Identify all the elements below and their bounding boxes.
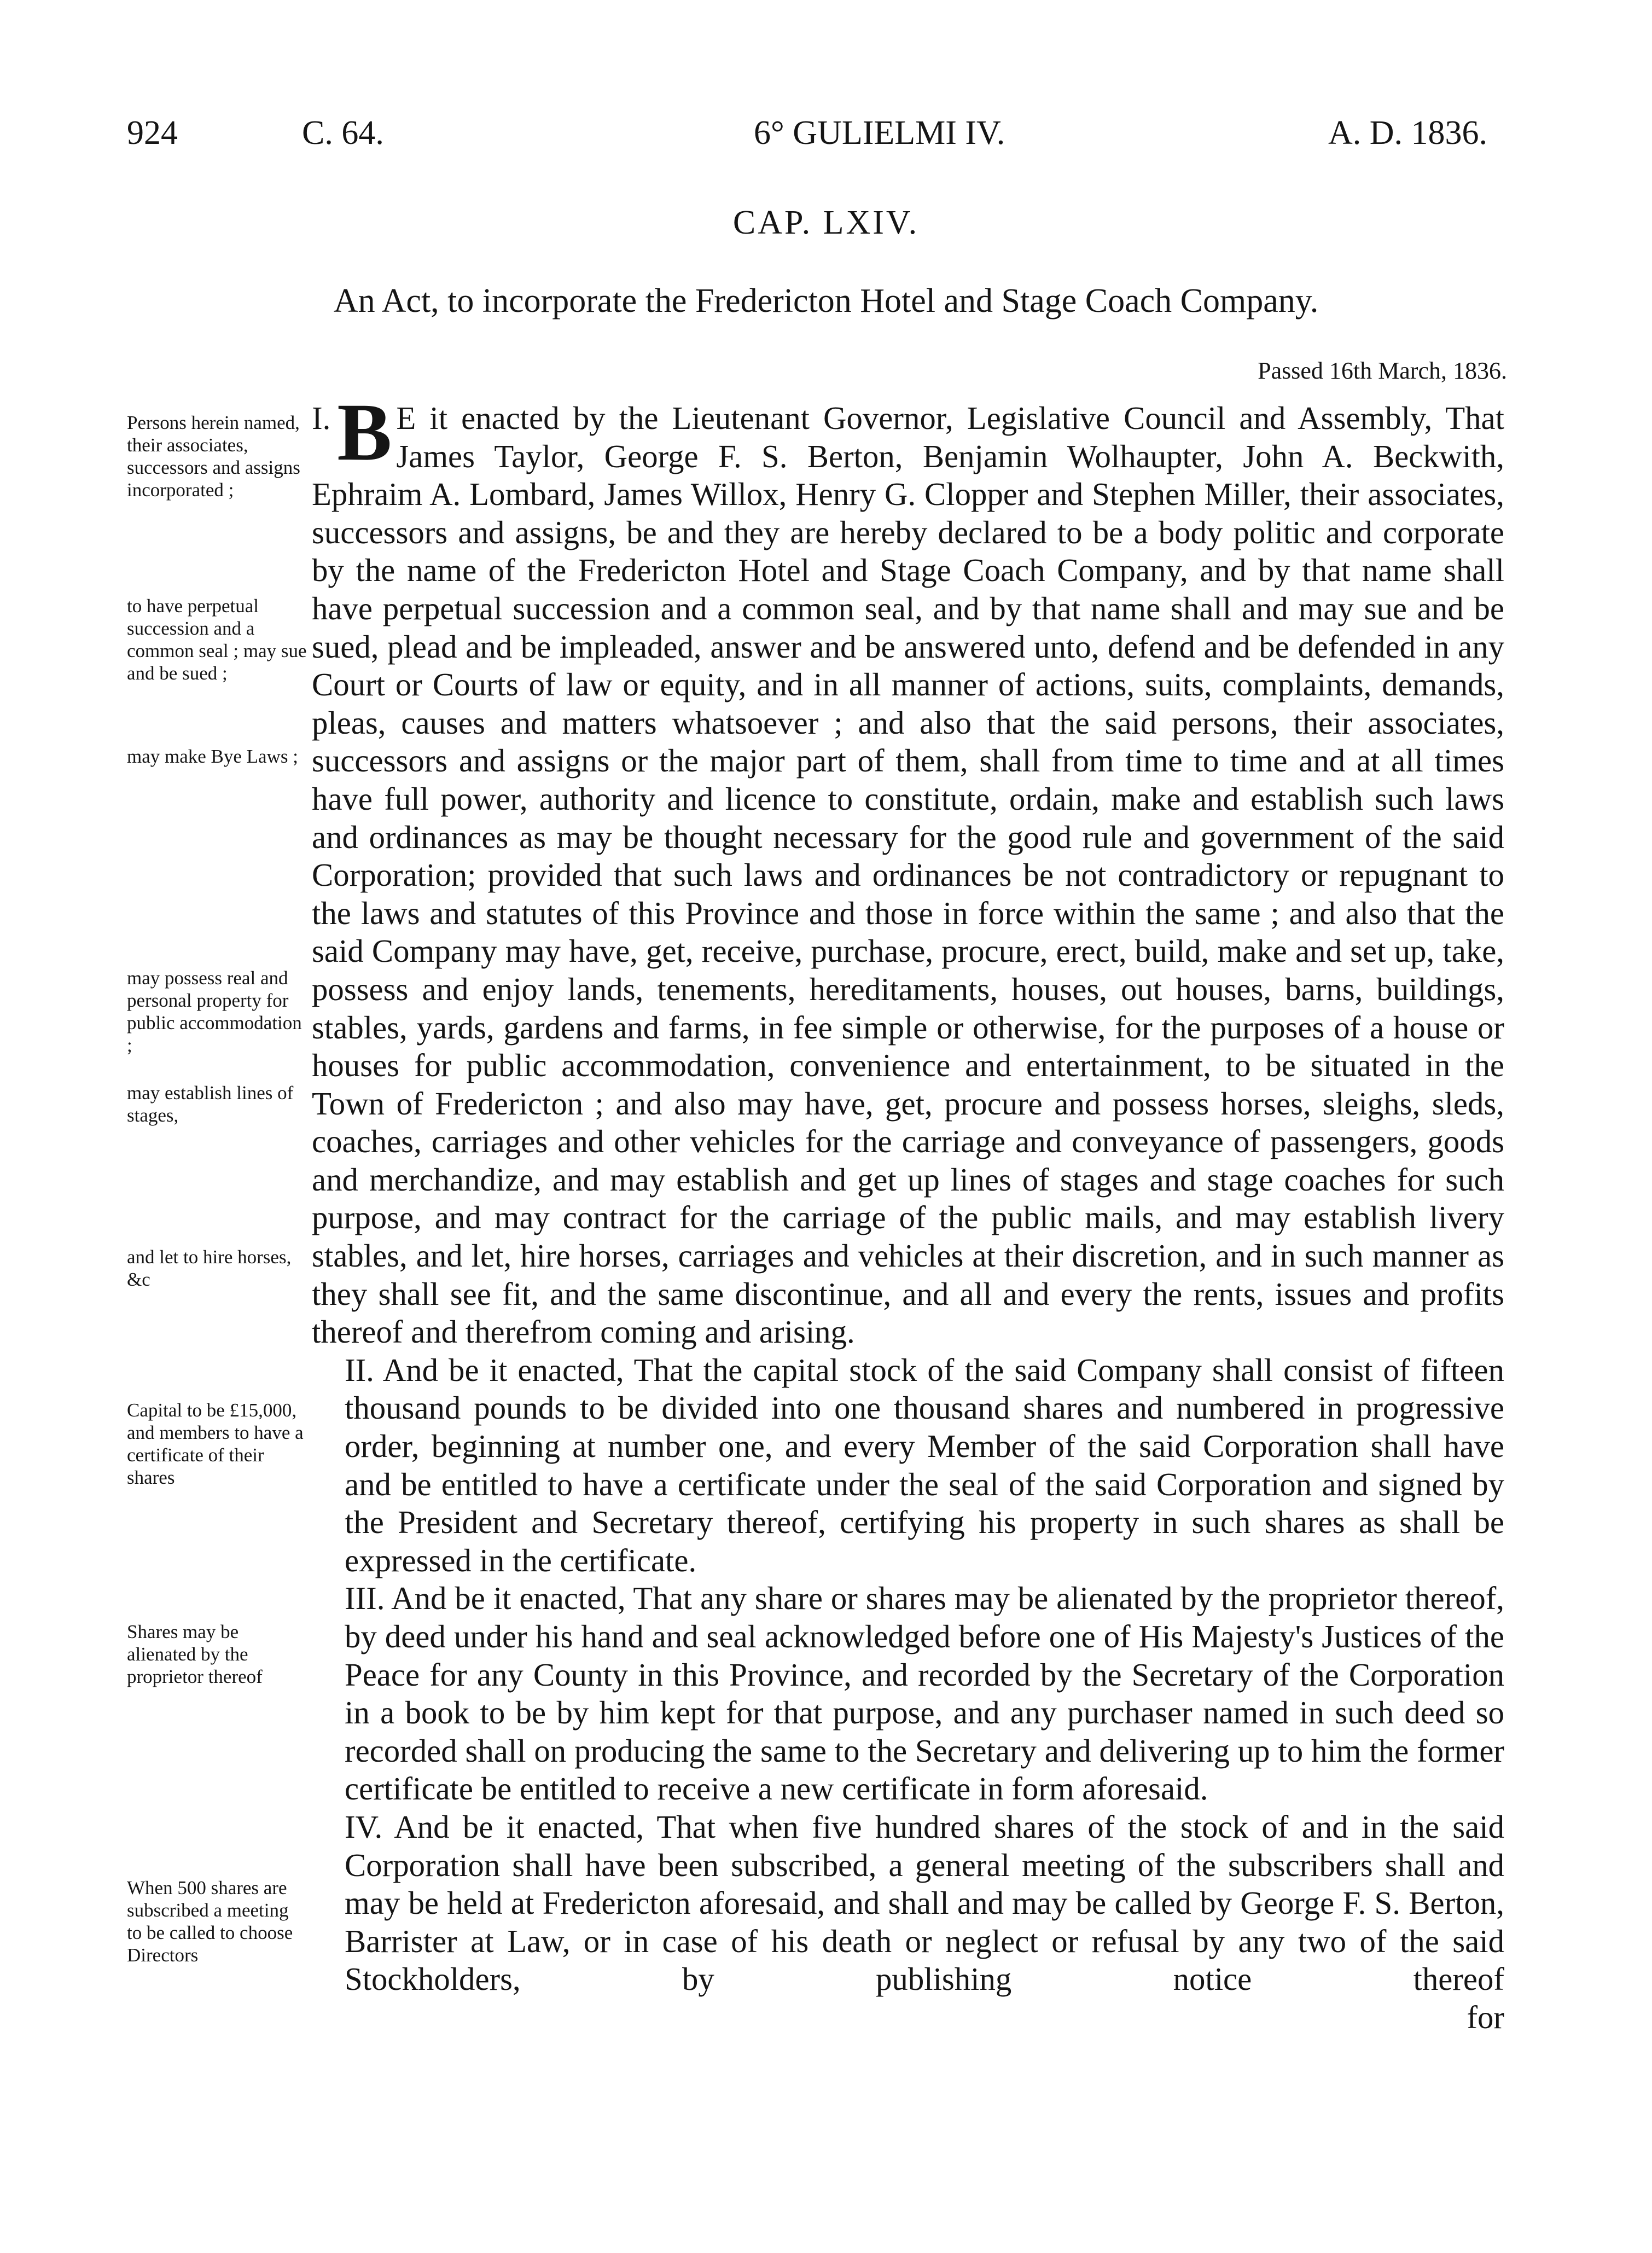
section-1 — [312, 387, 1504, 1351]
section-1-text: E it enacted by the Lieutenant Governor, Legislative Council and Assembly, That James Taylor, George F. S. Berton, Benjamin Wolhaupter, John A. Beckwith, Ephraim A. Lombard, James Willox, Henry G. Clopper and Stephen Miller, their associates, successors and assigns, be and they are hereby declared to be a body politic and corporate by the name of the Fredericton Hotel and Stage Coach Company, and by that name shall have perpetual succession and a common seal, and by that name shall and may sue and be sued, plead and be impleaded, answer and be answered unto, defend and be defended in any Court or Courts of law or equity, and in all manner of actions, suits, complaints, demands, pleas, causes and matters whatsoever ; and also that the said persons, their associates, successors and assigns or the major part of them, shall from time to time and at all times have full power, authority and licence to constitute, ordain, make and establish such laws and ordinances as may be thought necessary for the good rule and government of the said Corporation; provided that such laws and ordinances be not contradictory or repugnant to the laws and statutes of this Province and those in force within the same ; and also that the said Company may have, get, receive, purchase, procure, erect, build, make and set up, take, possess and enjoy lands, tenements, hereditaments, houses, out houses, barns, buildings, stables, yards, gardens and farms, in fee simple or otherwise, for the purposes of a house or houses for public accommodation, convenience and entertainment, to be situated in the Town of Fredericton ; and also may have, get, procure and possess horses, sleighs, sleds, coaches, carriages and other vehicles for the carriage and conveyance of passengers, goods and merchandize, and may establish and get up lines of stages and stage coaches for such purpose, and may contract for the carriage of the public mails, and may establish livery stables, and let, hire horses, carriages and vehicles at their discretion, and in such manner as they shall see fit, and the same discontinue, and all and every the rents, issues and profits thereof and therefrom coming and arising. — [312, 400, 1504, 1350]
catchword: for — [1467, 1999, 1504, 2035]
chapter-number: C. 64. — [302, 114, 384, 152]
section-3: III. And be it enacted, That any share or shares may be alienated by the proprietor thereof, by deed under his hand and seal acknowledged before one of His Majesty's Justices of the Peace for any County in this Province, and recorded by the Secretary of the Corporation in a book to be by him kept for that purpose, and any purchaser named in such deed so recorded shall on producing the same to the Secretary and delivering up to him the former certificate be entitled to receive a new certificate in form aforesaid. — [345, 1581, 1504, 1807]
margin-note: may make Bye Laws ; — [127, 746, 298, 767]
margin-note: to have perpetual succession and a common seal ; may sue and be sued ; — [127, 595, 307, 684]
act-title: An Act, to incorporate the Fredericton Hotel and Stage Coach Company. — [333, 282, 1319, 320]
margin-note: may possess real and personal property for public accommodation ; — [127, 967, 302, 1056]
chapter-title: CAP. LXIV. — [732, 204, 920, 241]
margin-note: Capital to be £15,000, and members to have a certificate of their shares — [127, 1400, 304, 1488]
year: A. D. 1836. — [1328, 114, 1488, 152]
margin-note: Shares may be alienated by the proprietor thereof — [127, 1621, 263, 1687]
passed-date: Passed 16th March, 1836. — [1258, 357, 1507, 384]
margin-note: and let to hire horses, &c — [127, 1246, 292, 1290]
margin-note: may establish lines of stages, — [127, 1082, 294, 1126]
reign-title: 6° GULIELMI IV. — [754, 114, 1005, 152]
margin-note: Persons herein named, their associates, successors and assigns incorporated ; — [127, 412, 300, 501]
margin-note: When 500 shares are subscribed a meeting to be called to choose Directors — [127, 1877, 293, 1966]
section-4: IV. And be it enacted, That when five hundred shares of the stock of and in the said Corporation shall have been subscribed, a general meeting of the subscribers shall and may be held at Fredericton aforesaid, and shall and may be called by George F. S. Berton, Barrister at Law, or in case of his death or neglect or refusal by any two of the said Stockholders, by publishing notice thereof — [345, 1809, 1504, 1997]
page-number: 924 — [127, 114, 178, 152]
section-number: I. — [312, 400, 331, 436]
drop-cap: B — [337, 387, 392, 478]
act-body — [312, 387, 1504, 2037]
section-2: II. And be it enacted, That the capital stock of the said Company shall consist of fifteen thousand pounds to be divided into one thousand shares and numbered in progressive order, beginning at number one, and every Member of the said Corporation shall have and be entitled to have a certificate under the seal of the said Corporation and signed by the President and Secretary thereof, certifying his property in such shares as shall be expressed in the certificate. — [345, 1352, 1504, 1578]
